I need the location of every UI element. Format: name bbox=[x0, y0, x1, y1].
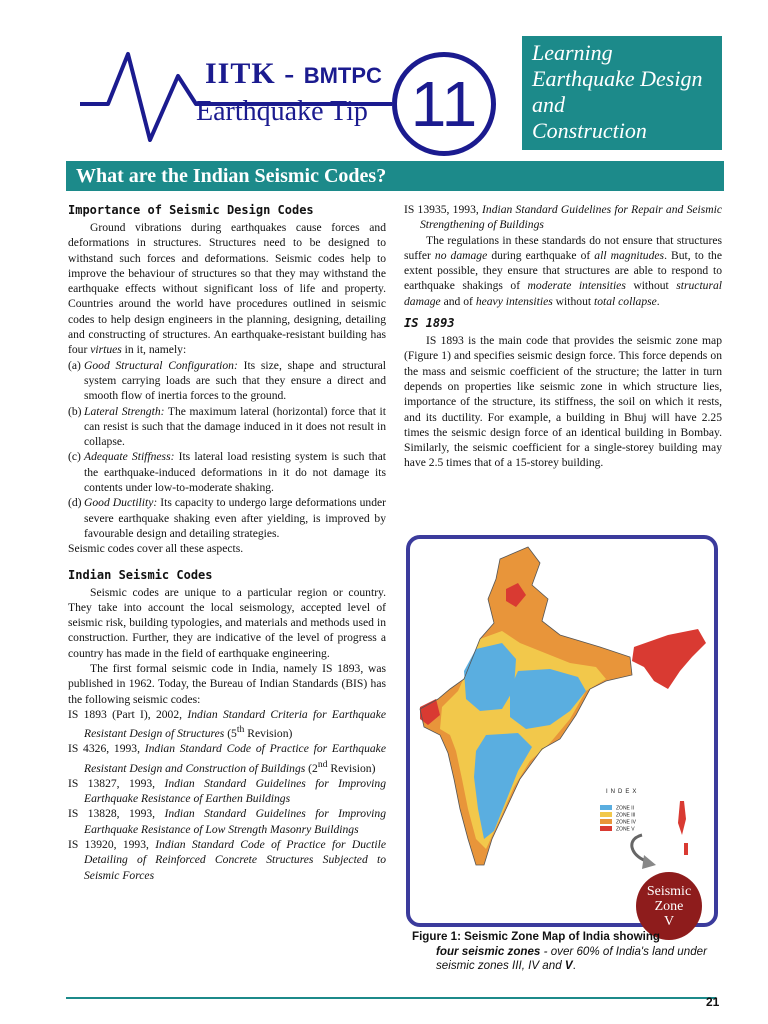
series-title-line: Learning bbox=[532, 40, 613, 65]
paragraph: The regulations in these standards do not ensure that structures suffer no damage during earthquake of all magnitudes. But, to the extent possible, they ensure that structures are able to respond to earthquake shakings of moderate intensities without structural damage and of heavy intensities without total collapse. bbox=[404, 233, 722, 308]
india-map bbox=[410, 539, 714, 923]
code-list-item: IS 13920, 1993, Indian Standard Code of Practice for Ductile Detailing of Reinforced Concrete Structures Subjected to Seismic Forces bbox=[68, 838, 386, 882]
section-heading-is1893: IS 1893 bbox=[404, 316, 455, 331]
paragraph: The first formal seismic code in India, namely IS 1893, was published in 1962. Today, the Bureau of Indian Standards (BIS) has the following seismic codes: bbox=[68, 662, 386, 706]
page-number: 21 bbox=[706, 995, 720, 1009]
legend-title: INDEX bbox=[606, 789, 640, 795]
earthquake-tip-label: Earthquake Tip bbox=[196, 96, 368, 127]
legend-label: ZONE II bbox=[616, 805, 635, 812]
section-heading-importance: Importance of Seismic Design Codes bbox=[68, 203, 314, 217]
figure-caption: Figure 1: Seismic Zone Map of India showing four seismic zones - over 60% of India's land under seismic zones III, IV and V. bbox=[412, 930, 707, 972]
legend-swatch-zone-v bbox=[600, 826, 612, 831]
tip-number: 11 bbox=[392, 52, 496, 156]
series-title-line: Construction bbox=[532, 118, 647, 143]
list-item-virtue: (d) Good Ductility: Its capacity to undergo large deformations under severe earthquake shaking even after yielding, is improved by favourable design and detailing strategies. bbox=[68, 496, 386, 540]
code-list-item: IS 13828, 1993, Indian Standard Guidelines for Improving Earthquake Resistance of Low Strength Masonry Buildings bbox=[68, 807, 386, 836]
list-item-virtue: (a) Good Structural Configuration: Its size, shape and structural system carrying loads are such that they ensure a direct and smooth flow of inertia forces to the ground. bbox=[68, 358, 386, 403]
series-title-box bbox=[522, 36, 722, 150]
paragraph: IS 1893 is the main code that provides the seismic zone map (Figure 1) and specifies seismic design force. This force depends on the mass and seismic coefficient of the structure; the latter in turn depends on properties like seismic zone in which structure lies, importance of the structure, its stiffness, the soil on which it rests, and its ductility. For example, a building in Bhuj will have 2.25 times the seismic design force of an identical building in Bombay. Similarly, the seismic coefficient for a single-storey building may have 2.5 times that of a 15-storey building. bbox=[404, 334, 722, 470]
right-column bbox=[404, 202, 722, 471]
legend-swatch-zone-ii bbox=[600, 805, 612, 810]
brand-logo: IITK - BMTPC bbox=[205, 57, 382, 90]
series-title-line: and bbox=[532, 92, 565, 117]
zone-v-region-andaman bbox=[678, 801, 686, 835]
zone-ii-region-central bbox=[510, 669, 586, 729]
footer-rule bbox=[66, 997, 716, 999]
section-heading-indian-codes: Indian Seismic Codes bbox=[68, 567, 213, 582]
paragraph: Seismic codes are unique to a particular region or country. They take into account the local seismology, accepted level of seismic risk, building typologies, and materials and methods used in construction. Further, they are indicative of the level of progress a country has made in the field of earthquake engineering. bbox=[68, 585, 386, 660]
code-list-item: IS 1893 (Part I), 2002, Indian Standard Criteria for Earthquake Resistant Design of Structures (5th Revision) bbox=[68, 707, 386, 741]
series-title-line: Earthquake Design bbox=[532, 66, 703, 91]
zone-ii-region-south bbox=[474, 733, 532, 839]
list-item-virtue: (b) Lateral Strength: The maximum lateral (horizontal) force that it can resist is such that the damage induced in it does not result in collapse. bbox=[68, 404, 386, 449]
legend-swatch-zone-iii bbox=[600, 812, 612, 817]
code-list-item: IS 13935, 1993, Indian Standard Guidelines for Repair and Seismic Strengthening of Buildings bbox=[404, 203, 722, 232]
legend-label: ZONE IV bbox=[616, 819, 637, 826]
callout-arrowhead bbox=[642, 855, 656, 869]
seismic-zone-map-figure bbox=[406, 535, 718, 927]
paragraph: Seismic codes cover all these aspects. bbox=[68, 542, 244, 556]
header bbox=[0, 0, 768, 160]
zone-v-region-northeast bbox=[632, 629, 706, 689]
zone-v-region-nicobar bbox=[684, 843, 688, 855]
legend-label: ZONE V bbox=[616, 826, 635, 833]
page-title: What are the Indian Seismic Codes? bbox=[66, 161, 724, 191]
list-item-virtue: (c) Adequate Stiffness: Its lateral load resisting system is such that the earthquake-induced deformations in it do not damage its contents under low-to-moderate shaking. bbox=[68, 450, 386, 495]
left-column bbox=[68, 202, 386, 883]
paragraph: Ground vibrations during earthquakes cause forces and deformations in structures. Structures need to be designed to withstand such forces and deformations. Seismic codes help to improve the behaviour of structures so that they may withstand the earthquake effects without significant loss of life and property. Countries around the world have procedures outlined in seismic codes to help design engineers in the planning, designing, detailing and constructing of structures. An earthquake-resistant building has four virtues in it, namely: bbox=[68, 221, 386, 357]
code-list-item: IS 4326, 1993, Indian Standard Code of Practice for Earthquake Resistant Design and Construction of Buildings (2nd Revision) bbox=[68, 742, 386, 775]
seismic-zone-v-badge: Seismic Zone V bbox=[636, 872, 702, 940]
code-list-item: IS 13827, 1993, Indian Standard Guidelines for Improving Earthquake Resistance of Earthen Buildings bbox=[68, 776, 386, 806]
legend-swatch-zone-iv bbox=[600, 819, 612, 824]
map-legend bbox=[600, 789, 639, 833]
legend-label: ZONE III bbox=[616, 812, 636, 819]
